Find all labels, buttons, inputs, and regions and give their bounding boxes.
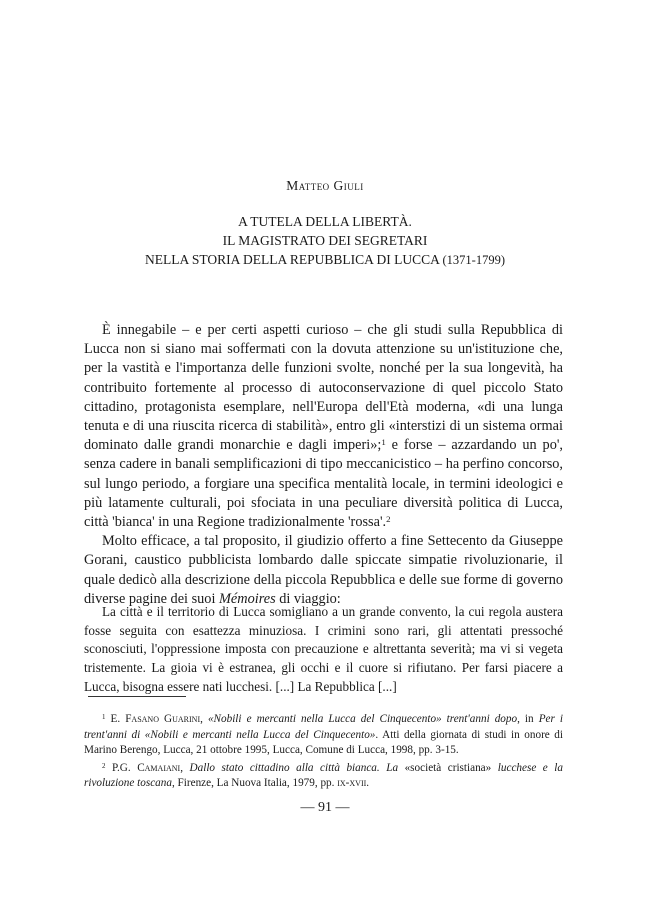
footnotes	[84, 712, 563, 794]
footnote-1-author-initial: E.	[110, 713, 126, 725]
footnote-1-number: 1	[102, 712, 106, 721]
footnote-1-book-quoted: «Nobili e mercanti nella Lucca del Cinquecento»	[144, 728, 376, 741]
footnote-2-rest: , Firenze, La Nuova Italia, 1979, pp.	[171, 777, 338, 790]
footnote-1-book-prefix: Per i trent'anni di	[84, 713, 563, 741]
footnote-2-end: .	[366, 777, 370, 790]
paragraph-1	[84, 321, 563, 532]
article-title	[0, 212, 650, 270]
paragraph-2-part-b: di viaggio:	[275, 590, 341, 607]
author-name: Matteo Giuli	[286, 178, 364, 193]
footnote-2-number: 2	[102, 761, 106, 770]
paragraph-2-part-a: Molto efficace, a tal proposito, il giudizio offerto a fine Settecento da Giuseppe Gorani, caustico pubblicista lombardo dalle spiccate simpatie rivoluzionarie, il quale dedicò alla descrizione della piccola Repubblica e delle sue forme di governo diverse pagine dei suoi	[84, 533, 563, 607]
footnote-2-title-a: Dallo stato cittadino alla città bianca. La	[189, 761, 405, 774]
footnote-1	[84, 712, 563, 759]
title-line-3-text: NELLA STORIA DELLA REPUBBLICA DI LUCCA	[144, 252, 440, 267]
paragraph-2	[84, 532, 563, 609]
title-line-2: IL MAGISTRATO DEI SEGRETARI	[222, 233, 428, 248]
footnote-2-pages: ix-xvii	[337, 777, 367, 790]
footnote-1-author: Fasano Guarini	[125, 713, 201, 725]
body-text	[84, 321, 563, 609]
title-line-3	[0, 250, 650, 270]
footnote-2-author: Camaiani	[137, 761, 181, 774]
footnote-divider	[88, 696, 186, 697]
footnote-2	[84, 761, 563, 792]
footnote-2-separator: ,	[180, 761, 190, 774]
paragraph-1-part-b: e forse – azzardando un po', senza cadere in banali semplificazioni di tipo meccanicistico – ha perfino concorso, sul lungo periodo, a forgiare una specifica mentalità locale, in termini ideologici e più latamente culturali, poi sfociata in una peculiare diversità politica di Lucca, città 'bianca' in una Regione tradizionalmente 'rossa'.	[84, 437, 563, 531]
title-line-1: A TUTELA DELLA LIBERTÀ.	[238, 214, 412, 229]
footnote-2-title-quoted: «società cristiana»	[404, 761, 492, 774]
footnote-1-separator: ,	[200, 713, 208, 725]
footnote-1-rest: . Atti della giornata di studi in onore di Marino Berengo, Lucca, 21 ottobre 1995, Lucca, Comune di Lucca, 1998, pp. 3-15.	[84, 728, 564, 757]
quote-text: La città e il territorio di Lucca somigliano a un grande convento, la cui regola austera fosse seguita con esattezza minuziosa. I crimini sono rari, gli attentati pressoché sconosciuti, l'oppressione imposta con precauzione e altrettanta severità; ma vi si vegeta tristemente. La gioia vi è estranea, gli occhi e il cuore si rifiutano. Per farsi piacere a Lucca, bisogna essere nati lucchesi. [...] La Repubblica [...]	[84, 604, 563, 694]
footnote-ref-1: 1	[381, 437, 386, 448]
paragraph-1-part-a: È innegabile – e per certi aspetti curioso – che gli studi sulla Repubblica di Lucca non si siano mai soffermati con la dovuta attenzione su un'istituzione che, per la vastità e l'importanza delle funzioni svolte, nonché per la sua longevità, ha contribuito fortemente al processo di autoconservazione di quel piccolo Stato cittadino, protagonista esemplare, nell'Europa dell'Età moderna, «di una lunga tenuta e di una riuscita ricerca di stabilità», entro gli «interstizi di un sistema ormai dominato dalle grandi monarchie e dagli imperi»;	[84, 322, 563, 454]
block-quote	[84, 603, 563, 697]
footnote-2-title-b: lucchese e la rivoluzione toscana	[84, 761, 564, 790]
page-number: — 91 —	[300, 800, 350, 815]
footnote-1-in: , in	[517, 713, 539, 725]
footnote-1-title: «Nobili e mercanti nella Lucca del Cinquecento» trent'anni dopo	[207, 713, 518, 725]
footnote-2-author-initial: P.G.	[112, 761, 138, 774]
footnote-ref-2: 2	[386, 514, 391, 525]
memoires-title: Mémoires	[219, 590, 276, 607]
title-dates: (1371-1799)	[442, 253, 506, 267]
